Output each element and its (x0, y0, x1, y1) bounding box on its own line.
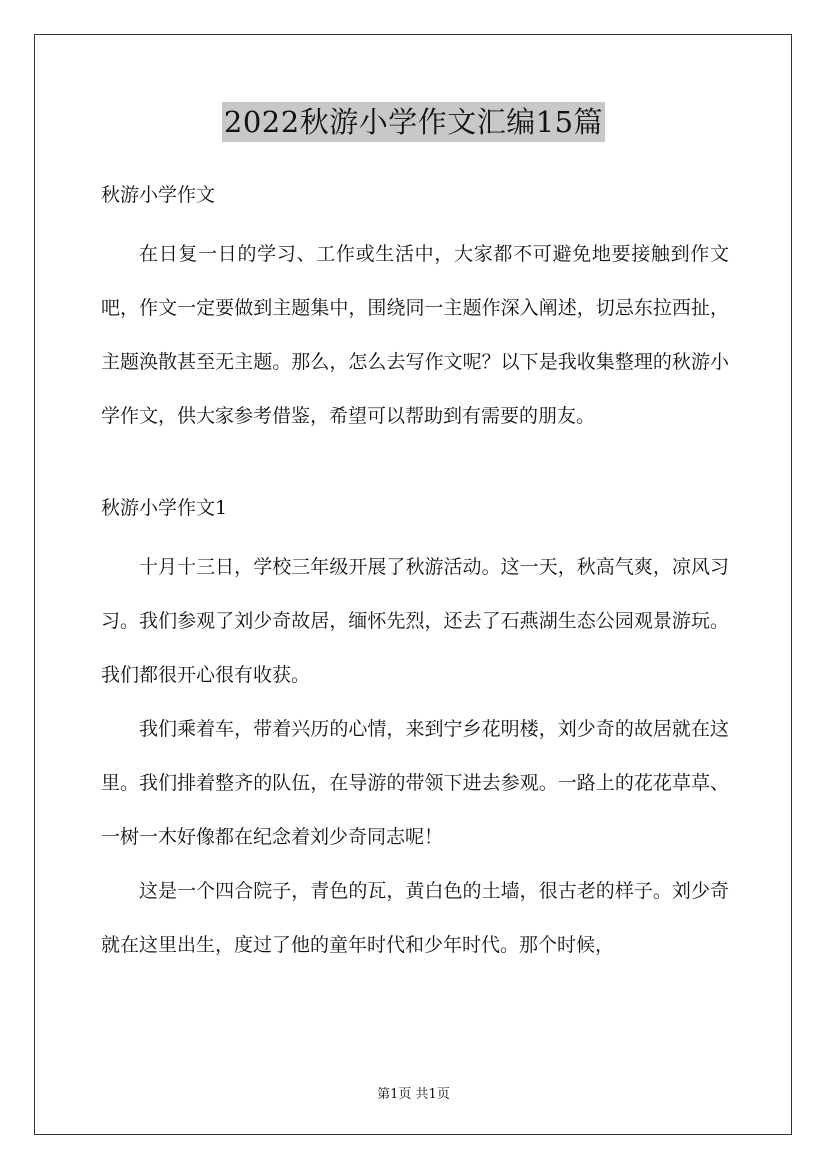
body-paragraph: 十月十三日，学校三年级开展了秋游活动。这一天，秋高气爽，凉风习习。我们参观了刘少奇故居，缅怀先烈，还去了石燕湖生态公园观景游玩。我们都很开心很有收获。 (101, 556, 729, 686)
section-heading: 秋游小学作文1 (101, 497, 228, 519)
body-paragraph: 这是一个四合院子，青色的瓦，黄白色的土墙，很古老的样子。刘少奇就在这里出生，度过了他的童年时代和少年时代。那个时候， (101, 880, 729, 956)
document-body (101, 175, 729, 972)
body-paragraph: 我们乘着车，带着兴历的心情，来到宁乡花明楼，刘少奇的故居就在这里。我们排着整齐的队伍，在导游的带领下进去参观。一路上的花花草草、一树一木好像都在纪念着刘少奇同志呢！ (101, 718, 729, 848)
document-title: 2022秋游小学作文汇编15篇 (222, 102, 605, 142)
page-number-footer: 第1页 共1页 (377, 1087, 450, 1102)
title-container (0, 102, 827, 142)
intro-paragraph: 在日复一日的学习、工作或生活中，大家都不可避免地要接触到作文吧，作文一定要做到主题集中，围绕同一主题作深入阐述，切忌东拉西扯，主题涣散甚至无主题。那么，怎么去写作文呢？以下是我收集整理的秋游小学作文，供大家参考借鉴，希望可以帮助到有需要的朋友。 (101, 243, 729, 427)
intro-heading: 秋游小学作文 (101, 184, 216, 206)
